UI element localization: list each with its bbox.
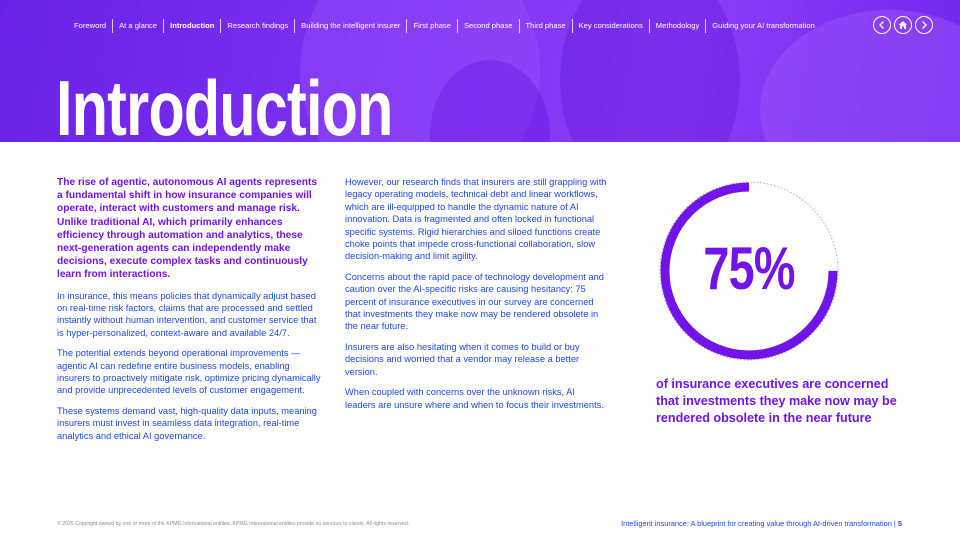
intro-column-1 bbox=[57, 176, 323, 450]
body-paragraph: The potential extends beyond operational improvements — agentic AI can redefine entire business models, enabling insurers to proactively mitigate risk, optimize pricing dynamically and provide unprecedented levels of customer engagement. bbox=[57, 348, 321, 396]
page-number: 5 bbox=[897, 519, 902, 528]
chevron-left-icon bbox=[877, 20, 887, 30]
body-paragraph: In insurance, this means policies that dynamically adjust based on real-time risk factors, claims that are processed and settled instantly without human intervention, and customer service that is hyper-personalized, context-aware and available 24/7. bbox=[57, 290, 317, 338]
body-paragraph: Concerns about the rapid pace of technology development and caution over the AI-specific risks are causing hesitancy: 75 percent of insurance executives in our survey are concerned that investments they make now may be rendered obsolete in the near future. bbox=[345, 271, 604, 332]
home-icon bbox=[898, 20, 908, 30]
nav-item-building-intelligent-insurer[interactable]: Building the intelligent insurer bbox=[294, 19, 406, 33]
home-button[interactable] bbox=[894, 16, 912, 34]
hero-banner bbox=[0, 0, 960, 142]
page-title: Introduction bbox=[56, 64, 393, 142]
back-button[interactable] bbox=[873, 16, 891, 34]
forward-button[interactable] bbox=[915, 16, 933, 34]
document-title: Intelligent insurance: A blueprint for creating value through AI-driven transformation bbox=[621, 519, 892, 528]
footer-separator: | bbox=[891, 519, 898, 528]
nav-item-foreword[interactable]: Foreword bbox=[74, 21, 107, 30]
body-paragraph: These systems demand vast, high-quality data inputs, meaning insurers must invest in seamless data integration, real-time analytics and ethical AI governance. bbox=[57, 405, 317, 441]
stat-caption: of insurance executives are concerned that investments they make now may be rendered obsolete in the near future bbox=[656, 377, 897, 425]
nav-item-introduction[interactable]: Introduction bbox=[163, 19, 220, 33]
chevron-right-icon bbox=[919, 20, 929, 30]
body-paragraph: However, our research finds that insurers are still grappling with legacy operating models, technical debt and linear workflows, which are ill-equipped to handle the dynamic nature of AI innovation. Data is fragmented and often locked in functional specific systems. Rigid hierarchies and siloed functions create choke points that impede cross-functional collaboration, slow decision-making and limit agility. bbox=[345, 177, 607, 262]
copyright-notice: © 2025 Copyright owned by one or more of the KPMG International entities. KPMG International entities provide no services to clients. All rights reserved. bbox=[57, 521, 410, 527]
section-nav bbox=[68, 18, 821, 34]
nav-item-second-phase[interactable]: Second phase bbox=[457, 19, 519, 33]
page-nav-buttons bbox=[873, 16, 933, 34]
nav-item-at-a-glance[interactable]: At a glance bbox=[112, 19, 163, 33]
lead-paragraph: The rise of agentic, autonomous AI agents represents a fundamental shift in how insurance companies will operate, interact with customers and manage risk. Unlike traditional AI, which primarily enhances efficiency through automation and analytics, these next-generation agents can independently make decisions, execute complex tasks and continuously learn from interactions. bbox=[57, 177, 318, 281]
intro-column-2 bbox=[345, 176, 607, 419]
nav-item-research-findings[interactable]: Research findings bbox=[220, 19, 294, 33]
body-paragraph: When coupled with concerns over the unknown risks, AI leaders are unsure where and when to focus their investments. bbox=[345, 387, 604, 410]
nav-item-methodology[interactable]: Methodology bbox=[649, 19, 705, 33]
nav-item-first-phase[interactable]: First phase bbox=[406, 19, 457, 33]
body-paragraph: Insurers are also hesitating when it comes to build or buy decisions and worried that a vendor may release a better version. bbox=[345, 341, 580, 377]
stat-value: 75% bbox=[703, 235, 795, 302]
nav-item-third-phase[interactable]: Third phase bbox=[519, 19, 572, 33]
nav-item-guiding-ai-transformation[interactable]: Guiding your AI transformation bbox=[705, 19, 821, 33]
document-title-footer bbox=[621, 519, 902, 528]
nav-item-key-considerations[interactable]: Key considerations bbox=[572, 19, 649, 33]
